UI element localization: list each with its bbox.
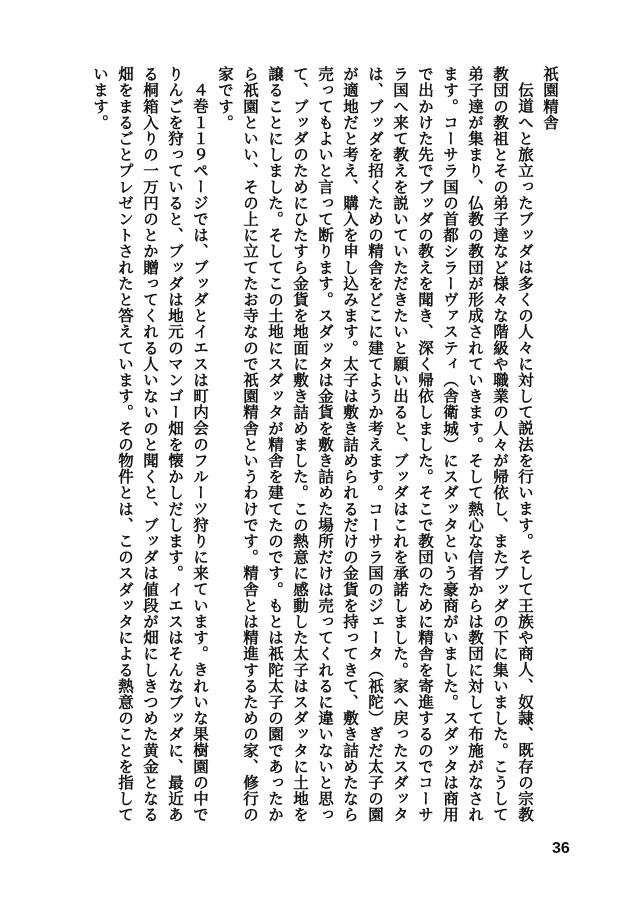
section-heading: 祇園精舎	[541, 66, 559, 131]
vertical-text-block	[62, 66, 562, 836]
paragraph-2: ４巻１１９ページでは、ブッダとイエスは町内会のフルーツ狩りに来ています。きれいな果樹園の中でりんごを狩っていると、ブッダは地元のマンゴー畑を懐かしだします。イエスはそんなブッダに、最近ある桐箱入りの一万円のとか贈ってくれる人いないのと聞くと、ブッダは値段が畑にしきつめた黄金となる畑をまるごとプレゼントされたと答えています。その物件とは、このスダッタによる熱意のことを指しています。	[91, 66, 209, 823]
page-number: 36	[552, 840, 570, 857]
paragraph-1: 伝道へと旅立ったブッダは多くの人々に対して説法を行います。そして王族や商人、奴隷、既存の宗教教団の教祖とその弟子達など様々な階級や職業の人々が帰依し、またブッダの下に集いました。こうして弟子達が集まり、仏教の教団が形成されていきます。そして熱心な信者からは教団に対して布施がなされます。コーサラ国の首都シラーヴァスティ（舎衛城）にスダッタという豪商がいました。スダッタは商用で出かけた先でブッダの教えを聞き、深く帰依しました。そこで教団のために精舎を寄進するのでコーサラ国へ来て教えを説いていただきたいと願い出ると、ブッダはこれを承諾しました。家へ戻ったスダッタは、ブッダを招くための精舎をどこに建てようか考えます。コーサラ国のジェータ（祇陀）ぎだ太子の園が適地だと考え、購入を申し込みます。太子は敷き詰められるだけの金貨を持ってきて、敷き詰めたなら売ってもよいと言って断ります。スダッタは金貨を敷き詰めた場所だけは売ってくれるに違いないと思って、ブッダのためにひたすら金貨を地面に敷き詰めました。この熱意に感動した太子はスダッタに土地を譲ることにしました。そしてこの土地にスダッタが精舎を建てたのです。もとは祇陀太子の園であったから祇園といい、その上に立てたお寺なので祇園精舎というわけです。精舎とは精進するための家、修行の家です。	[216, 66, 534, 823]
